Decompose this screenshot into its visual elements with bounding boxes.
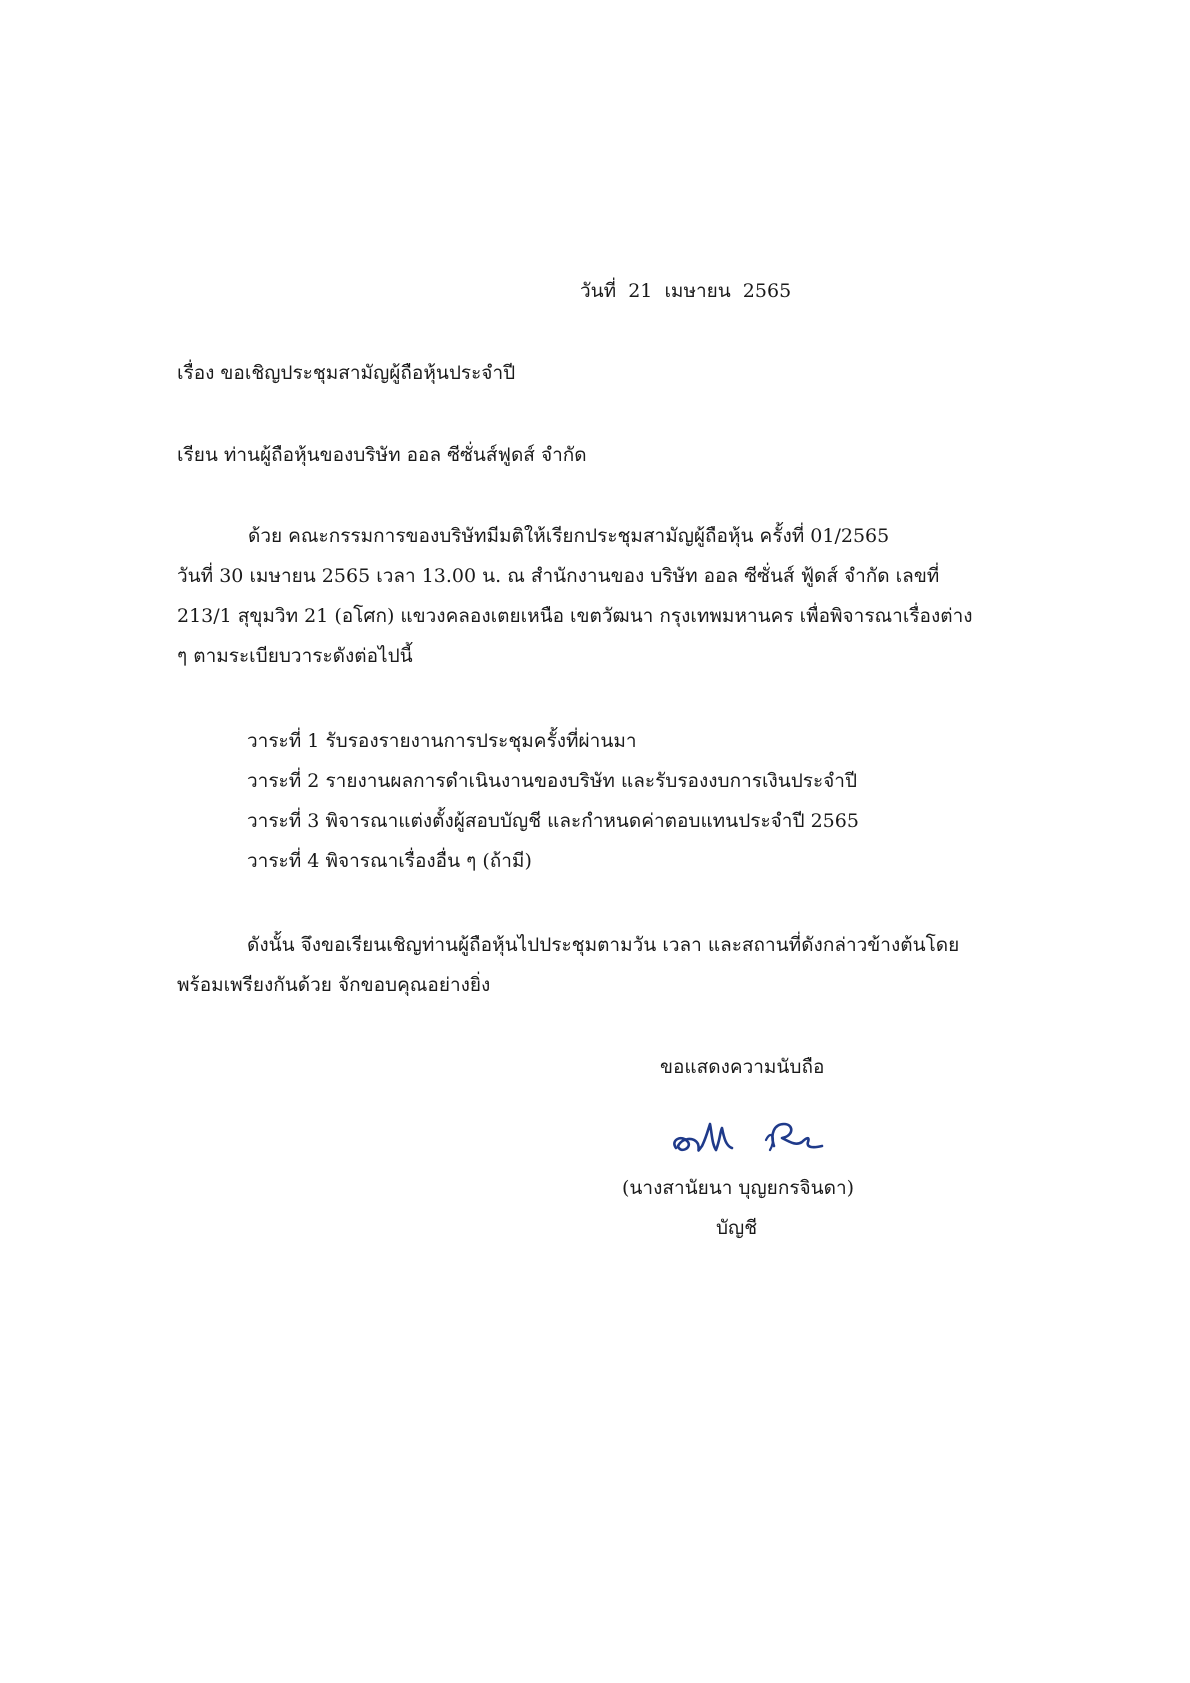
signature-stroke-3: [766, 1135, 773, 1150]
signature-stroke-1: [674, 1124, 732, 1150]
signer-name: (นางสานัยนา บุญยกรจินดา): [622, 1177, 855, 1199]
letter-subject: เรื่อง ขอเชิญประชุมสามัญผู้ถือหุ้นประจำปี: [177, 362, 516, 384]
agenda-item-3: วาระที่ 3 พิจารณาแต่งตั้งผู้สอบบัญชี และกำหนดค่าตอบแทนประจำปี 2565: [247, 810, 859, 832]
body-line-1: ด้วย คณะกรรมการของบริษัทมีมติให้เรียกประชุมสามัญผู้ถือหุ้น ครั้งที่ 01/2565: [248, 525, 890, 547]
letter-date: วันที่ 21 เมษายน 2565: [580, 280, 792, 302]
handwritten-signature: [668, 1110, 838, 1160]
signature-stroke-2: [772, 1124, 822, 1147]
conclusion-line-1: ดังนั้น จึงขอเรียนเชิญท่านผู้ถือหุ้นไปประชุมตามวัน เวลา และสถานที่ดังกล่าวข้างต้นโดย: [247, 934, 960, 956]
body-line-4: ๆ ตามระเบียบวาระดังต่อไปนี้: [177, 645, 413, 667]
agenda-item-1: วาระที่ 1 รับรองรายงานการประชุมครั้งที่ผ่านมา: [247, 730, 637, 752]
signer-position: บัญชี: [716, 1217, 758, 1239]
conclusion-line-2: พร้อมเพรียงกันด้วย จักขอบคุณอย่างยิ่ง: [177, 974, 491, 996]
closing-salutation: ขอแสดงความนับถือ: [660, 1056, 825, 1078]
body-line-2: วันที่ 30 เมษายน 2565 เวลา 13.00 น. ณ สำนักงานของ บริษัท ออล ซีซั่นส์ ฟู้ดส์ จำกัด เลขที่: [177, 565, 940, 587]
agenda-item-4: วาระที่ 4 พิจารณาเรื่องอื่น ๆ (ถ้ามี): [247, 850, 532, 872]
body-line-3: 213/1 สุขุมวิท 21 (อโศก) แขวงคลองเตยเหนือ เขตวัฒนา กรุงเทพมหานคร เพื่อพิจารณาเรื่องต่าง: [177, 605, 973, 627]
agenda-item-2: วาระที่ 2 รายงานผลการดำเนินงานของบริษัท และรับรองงบการเงินประจำปี: [247, 770, 858, 792]
letter-recipient: เรียน ท่านผู้ถือหุ้นของบริษัท ออล ซีซั่นส์ฟูดส์ จำกัด: [177, 444, 587, 466]
